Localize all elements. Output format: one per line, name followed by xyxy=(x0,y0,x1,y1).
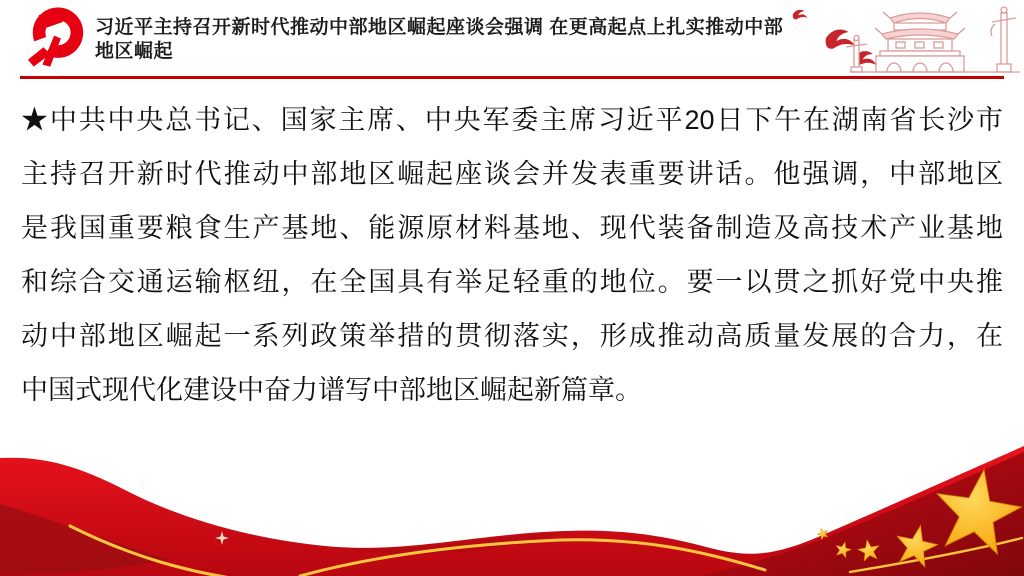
ribbon-graphic xyxy=(0,426,1024,576)
body-line: ★中共中央总书记、国家主席、中央军委主席习近平20日下午在湖南省长沙市 xyxy=(21,105,1003,135)
doves-icon xyxy=(793,10,878,68)
body-line: 和综合交通运输枢纽，在全国具有举足轻重的地位。要一以贯之抓好党中央推 xyxy=(21,267,1003,297)
party-emblem-icon xyxy=(26,6,88,69)
body-line: 中国式现代化建设中奋力谱写中部地区崛起新篇章。 xyxy=(21,375,642,405)
page-title-line: 习近平主持召开新时代推动中部地区崛起座谈会强调 在更高起点上扎实推动中部 xyxy=(95,17,784,38)
page-title-line: 地区崛起 xyxy=(95,41,174,62)
page-title xyxy=(95,16,840,64)
body-paragraph xyxy=(21,93,1003,417)
header-divider xyxy=(20,76,1004,79)
body-line: 主持召开新时代推动中部地区崛起座谈会并发表重要讲话。他强调，中部地区 xyxy=(21,159,1003,189)
body-line: 动中部地区崛起一系列政策举措的贯彻落实，形成推动高质量发展的合力，在 xyxy=(21,321,1003,351)
body-line: 是我国重要粮食生产基地、能源原材料基地、现代装备制造及高技术产业基地 xyxy=(21,213,1003,243)
tiananmen-doves-decoration xyxy=(782,0,1022,78)
red-ribbon-icon xyxy=(0,446,1024,576)
